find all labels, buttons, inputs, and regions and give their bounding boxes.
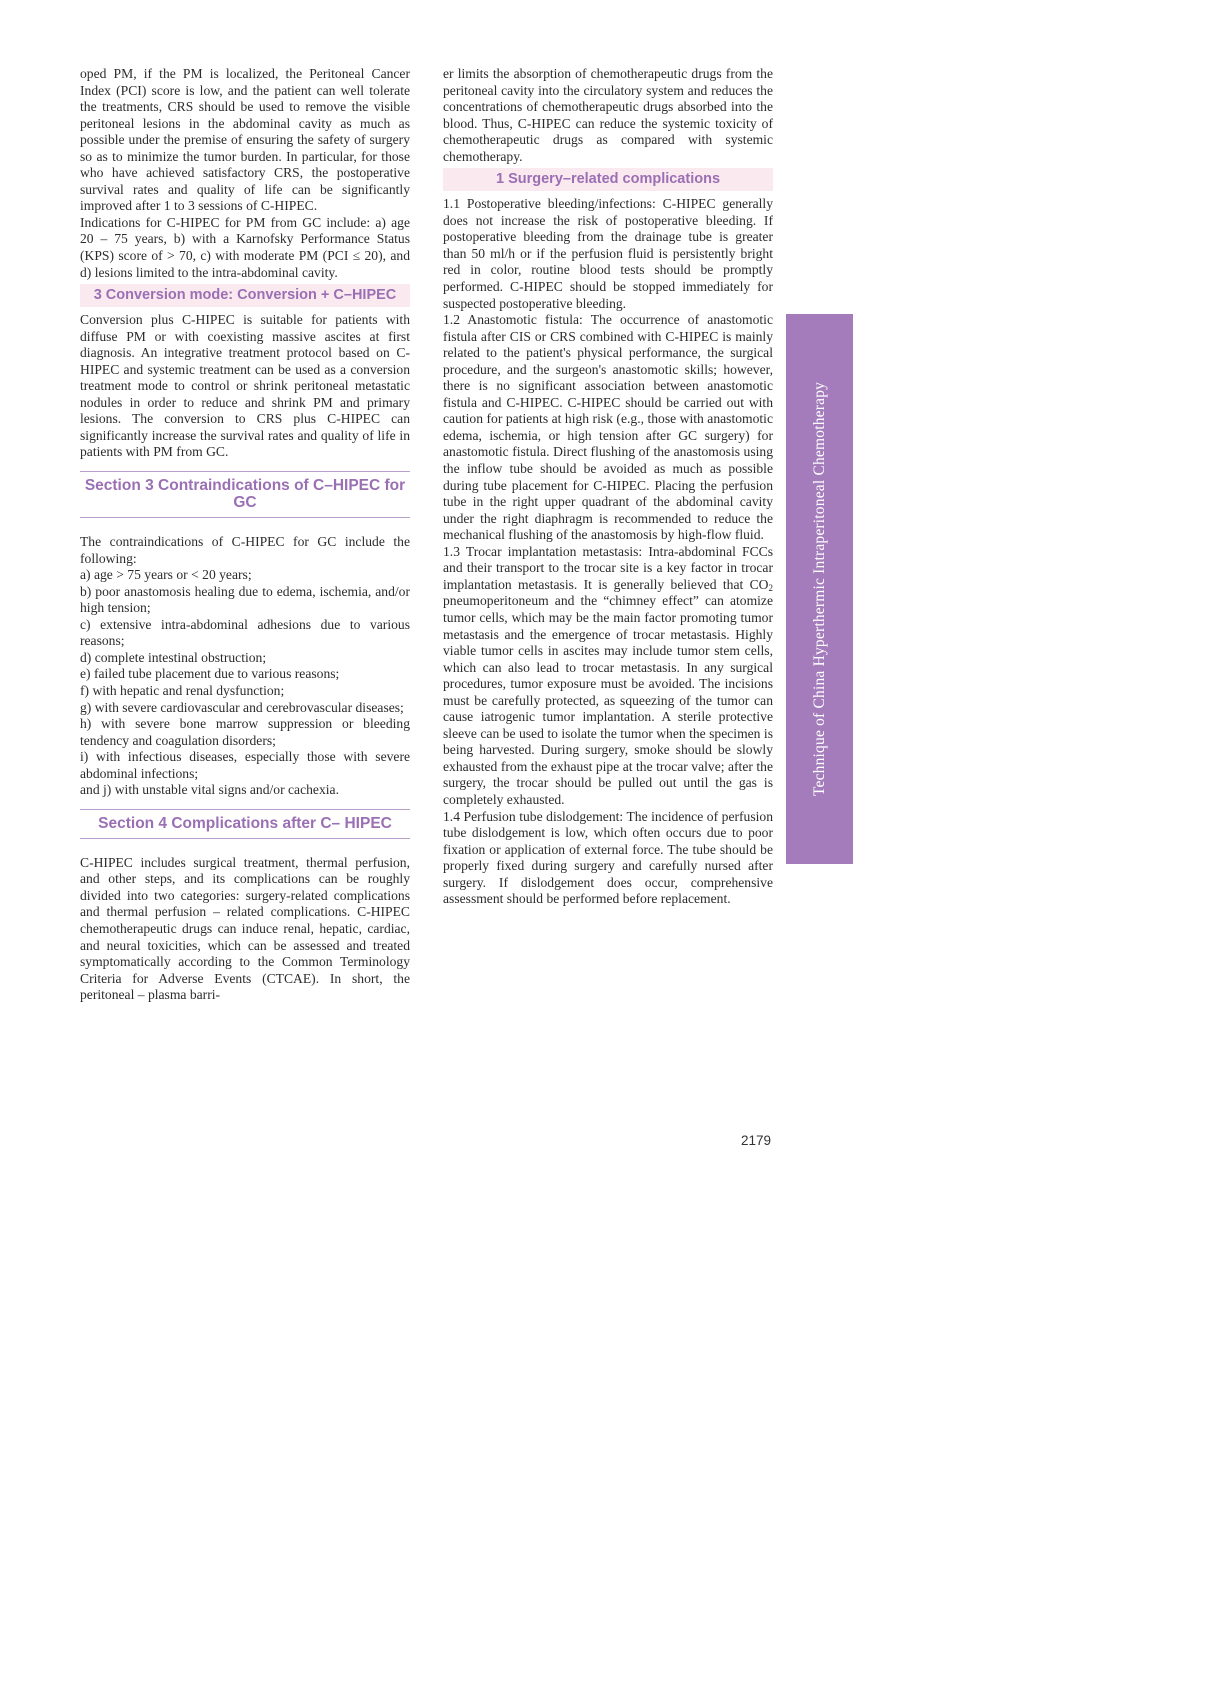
paragraph: er limits the absorption of chemotherapeutic drugs from the peritoneal cavity into the circulatory system and reduces the concentrations of chemotherapeutic drugs absorbed into the blood. Thus, C-HIPEC can reduce the systemic toxicity of chemotherapeutic drugs as compared with systemic chemotherapy. xyxy=(443,66,773,164)
paragraph: C-HIPEC includes surgical treatment, thermal perfusion, and other steps, and its complications can be roughly divided into two categories: surgery-related complications and thermal perfusion – related complications. C-HIPEC chemotherapeutic drugs can induce renal, hepatic, cardiac, and neural toxicities, which can be assessed and treated symptomatically according to the Common Terminology Criteria for Adverse Events (CTCAE). In short, the peritoneal – plasma barri- xyxy=(80,854,410,1003)
subscript: 2 xyxy=(768,582,773,593)
list-item: and j) with unstable vital signs and/or cachexia. xyxy=(80,782,339,798)
list-item: e) failed tube placement due to various reasons; xyxy=(80,666,340,682)
list-item: g) with severe cardiovascular and cerebrovascular diseases; xyxy=(80,699,404,715)
paragraph: 1.2 Anastomotic fistula: The occurrence of anastomotic fistula after CIS or CRS combined with C-HIPEC is mainly related to the patient's physical performance, the surgical procedure, and the surgeon's anastomotic skills; however, there is no significant association between anastomotic fistula and C-HIPEC. C-HIPEC should be carried out with caution for patients at high risk (e.g., those with anastomotic edema, ischemia, or high tension after GC surgery) for anastomotic fistula. Direct flushing of the anastomosis using the inflow tube should be avoided as much as possible during tube placement for C-HIPEC. Placing the perfusion tube in the right upper quadrant of the abdominal cavity under the right diaphragm is recommended to reduce the mechanical flushing of the anastomosis by high-flow fluid. xyxy=(443,312,773,543)
list-item: i) with infectious diseases, especially those with severe abdominal infections; xyxy=(80,749,410,781)
paragraph: Indications for C-HIPEC for PM from GC include: a) age 20 – 75 years, b) with a Karnofsky Performance Status (KPS) score of > 70, c) with moderate PM (PCI ≤ 20), and d) lesions limited to the intra-abdominal cavity. xyxy=(80,214,410,280)
paragraph: Conversion plus C-HIPEC is suitable for patients with diffuse PM or with coexisting massive ascites at first diagnosis. An integrative treatment protocol based on C-HIPEC and systemic treatment can be used as a conversion treatment mode to control or shrink peritoneal metastatic nodules in order to reduce and shrink PM and primary lesions. The conversion to CRS plus C-HIPEC can significantly increase the survival rates and quality of life in patients with PM from GC. xyxy=(80,312,410,460)
section-heading: Section 4 Complications after C– HIPEC xyxy=(80,809,410,839)
left-column xyxy=(80,66,410,1004)
list-item: f) with hepatic and renal dysfunction; xyxy=(80,682,285,698)
list-item: a) age > 75 years or < 20 years; xyxy=(80,567,252,583)
paragraph xyxy=(443,544,773,809)
paragraph: The contraindications of C-HIPEC for GC include the following: xyxy=(80,534,410,566)
list-item: c) extensive intra-abdominal adhesions due to various reasons; xyxy=(80,616,410,649)
right-column xyxy=(443,66,773,908)
list-item: h) with severe bone marrow suppression or bleeding tendency and coagulation disorders; xyxy=(80,716,410,748)
side-tab xyxy=(786,314,853,864)
list-item: d) complete intestinal obstruction; xyxy=(80,649,267,665)
paragraph: 1.4 Perfusion tube dislodgement: The incidence of perfusion tube dislodgement is low, which often occurs due to poor fixation or application of external force. The tube should be properly fixed during surgery and carefully nursed after surgery. If dislodgement does occur, comprehensive assessment should be performed before replacement. xyxy=(443,808,773,907)
subsection-heading: 1 Surgery–related complications xyxy=(443,168,773,191)
page-number: 2179 xyxy=(741,1133,772,1148)
text-run: pneumoperitoneum and the “chimney effect” can atomize tumor cells, which may be the main factor promoting tumor metastasis and the emergence of trocar metastasis. Highly viable tumor cells in ascites may include tumor stem cells, which can also lead to trocar metastasis. In any surgical procedures, tumor exposure must be avoided. The incisions must be carefully protected, as squeezing of the tumor can cause iatrogenic tumor implantation. A sterile protective sleeve can be used to isolate the tumor when the specimen is being harvested. During surgery, smoke should be slowly exhausted from the exhaust pipe at the trocar valve; after the surgery, the trocar should be pulled out until the gas is completely exhausted. xyxy=(443,593,773,807)
section-heading: Section 3 Contraindications of C–HIPEC for GC xyxy=(80,471,410,518)
paragraph: 1.1 Postoperative bleeding/infections: C-HIPEC generally does not increase the risk of postoperative bleeding. If postoperative bleeding from the drainage tube is greater than 50 ml/h or if the perfusion fluid is persistently bright red in color, routine blood tests should be promptly performed. C-HIPEC should be stopped immediately for suspected postoperative bleeding. xyxy=(443,196,773,311)
contraindication-list xyxy=(80,567,410,799)
side-tab-label: Technique of China Hyperthermic Intraperitoneal Chemotherapy xyxy=(810,381,828,797)
subsection-heading: 3 Conversion mode: Conversion + C–HIPEC xyxy=(80,284,410,307)
paragraph: oped PM, if the PM is localized, the Peritoneal Cancer Index (PCI) score is low, and the patient can well tolerate the treatments, CRS should be used to remove the visible peritoneal lesions in the abdominal cavity as much as possible under the premise of ensuring the safety of surgery so as to minimize the tumor burden. In particular, for those who have achieved satisfactory CRS, the postoperative survival rates and quality of life can be significantly improved after 1 to 3 sessions of C-HIPEC. xyxy=(80,66,410,214)
list-item: b) poor anastomosis healing due to edema, ischemia, and/or high tension; xyxy=(80,583,410,616)
text-run: 1.3 Trocar implantation metastasis: Intra-abdominal FCCs and their transport to the trocar site is a key factor in trocar implantation metastasis. It is generally believed that CO xyxy=(443,543,773,592)
